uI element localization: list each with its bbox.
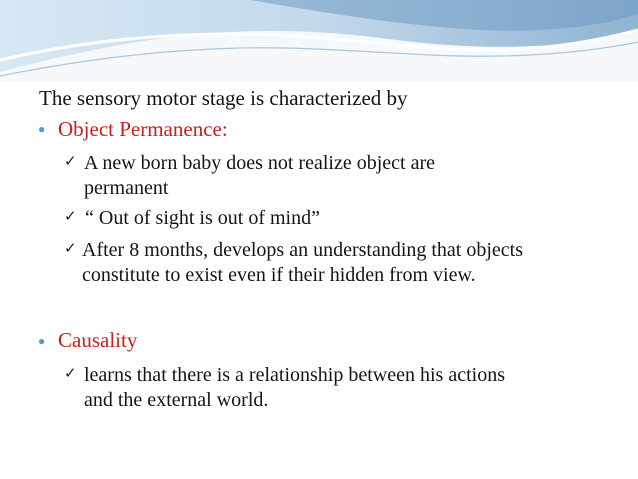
check-icon: ✓ xyxy=(64,152,77,170)
check-icon: ✓ xyxy=(64,364,77,382)
bullet-icon: ● xyxy=(38,334,46,348)
item-line: permanent xyxy=(84,177,169,199)
item-line: learns that there is a relationship between his actions xyxy=(84,364,505,386)
item-line: “ Out of sight is out of mind” xyxy=(85,207,320,229)
item-line: A new born baby does not realize object are xyxy=(84,152,435,174)
item-line: After 8 months, develops an understanding that objects xyxy=(82,239,524,261)
bullet-icon: ● xyxy=(38,122,46,136)
check-icon: ✓ xyxy=(64,239,77,257)
section-heading-causality: Causality xyxy=(58,328,138,352)
section-heading-object-permanence: Object Permanence: xyxy=(58,117,228,141)
item-line: and the external world. xyxy=(84,389,269,411)
slide-intro: The sensory motor stage is characterized by xyxy=(39,86,408,110)
check-icon: ✓ xyxy=(64,207,77,225)
item-line: constitute to exist even if their hidden from view. xyxy=(82,264,476,286)
